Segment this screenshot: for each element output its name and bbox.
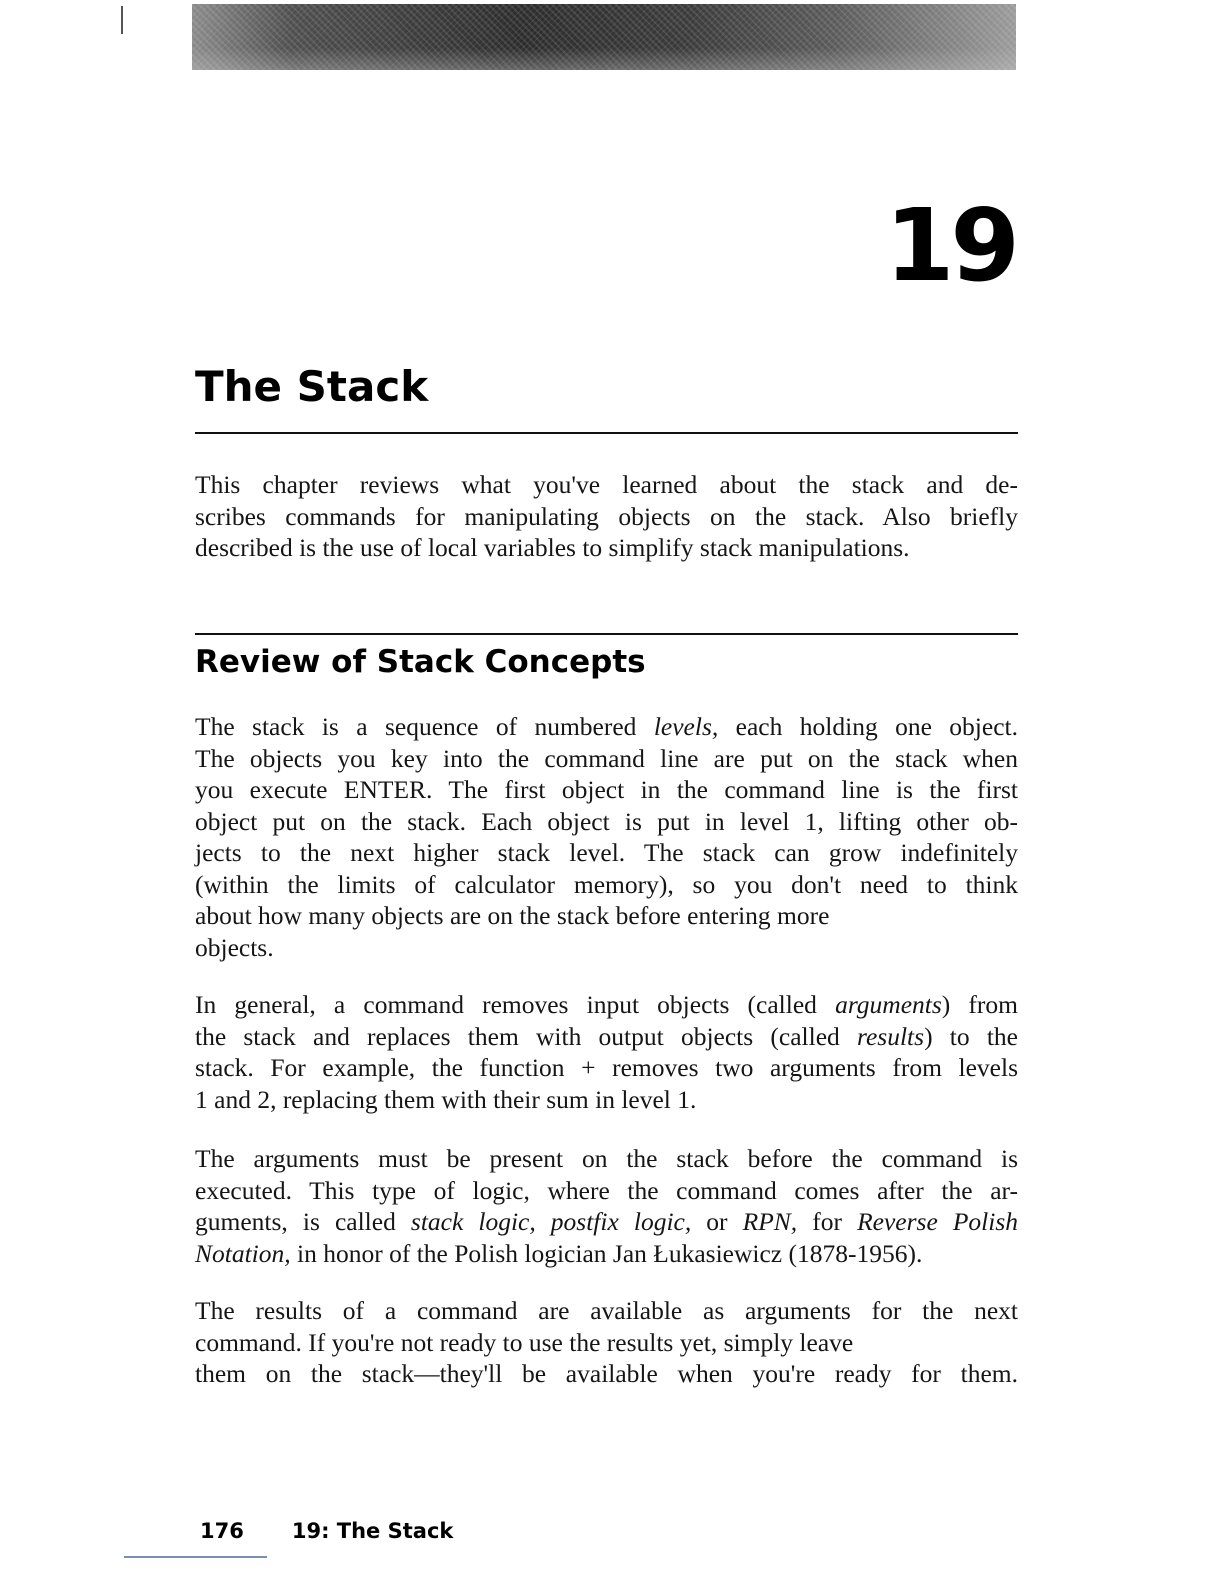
intro-line: scribes commands for manipulating objects on the stack. Also briefly: [195, 501, 1018, 531]
paragraph-rpn: [195, 1143, 1018, 1269]
text-line: you execute ENTER. The first object in the command line is the first: [195, 775, 1018, 804]
paragraph-arguments: [195, 989, 1018, 1115]
intro-line: This chapter reviews what you've learned about the stack and de-: [195, 470, 1018, 499]
term-results: results: [857, 1021, 925, 1051]
text-line: guments, is called stack logic, postfix logic, or RPN, for Reverse Polish: [195, 1207, 1019, 1236]
term-levels: levels,: [653, 712, 719, 741]
header-band: [192, 4, 1016, 70]
text-line: about how many objects are on the stack before entering more: [195, 901, 830, 930]
text-line: The objects you key into the command line are put on the stack when: [195, 743, 1018, 773]
chapter-title: The Stack: [195, 362, 429, 411]
text-line: them on the stack—they'll be available when you're ready for them.: [195, 1359, 1018, 1388]
section-heading: Review of Stack Concepts: [195, 644, 646, 680]
term-arguments: arguments: [835, 990, 942, 1019]
intro-paragraph: [195, 469, 1018, 564]
text-line: The stack is a sequence of numbered levels, each holding one object.: [195, 712, 1018, 741]
paragraph-results: [195, 1295, 1018, 1390]
text-line: objects.: [195, 932, 274, 962]
text-line: (within the limits of calculator memory), so you don't need to think: [195, 869, 1018, 899]
text-line: The results of a command are available as arguments for the next: [195, 1296, 1018, 1325]
term-notation: Notation,: [195, 1238, 291, 1268]
text-line: stack. For example, the function + removes two arguments from levels: [195, 1053, 1018, 1082]
text-line: executed. This type of logic, where the command comes after the ar-: [195, 1175, 1018, 1205]
term-rpn: RPN,: [742, 1207, 798, 1236]
text-line: The arguments must be present on the stack before the command is: [195, 1144, 1018, 1173]
text-line: In general, a command removes input objects (called arguments) from: [195, 990, 1018, 1019]
term-stack-logic: stack logic, postfix logic,: [410, 1207, 692, 1236]
text-line: command. If you're not ready to use the results yet, simply leave: [195, 1327, 854, 1357]
term-reverse-polish: Reverse Polish: [857, 1207, 1019, 1236]
title-divider: [195, 432, 1018, 434]
intro-line: described is the use of local variables to simplify stack manipulations.: [195, 533, 910, 562]
text-line: object put on the stack. Each object is put in level 1, lifting other ob-: [195, 806, 1018, 836]
text-line: jects to the next higher stack level. The stack can grow indefinitely: [195, 838, 1018, 867]
chapter-number: 19: [884, 187, 1016, 304]
section-divider: [195, 633, 1018, 635]
margin-mark: [121, 6, 123, 34]
footer-line: [124, 1556, 267, 1558]
text-line: 1 and 2, replacing them with their sum in level 1.: [195, 1084, 697, 1114]
text-line: Notation, in honor of the Polish logician Jan Łukasiewicz (1878-1956).: [195, 1238, 923, 1268]
page-footer: [200, 1519, 453, 1543]
paragraph-stack-levels: [195, 711, 1018, 963]
text-line: the stack and replaces them with output objects (called results) to the: [195, 1021, 1018, 1051]
page-number: 176: [200, 1519, 244, 1543]
running-title: 19: The Stack: [291, 1519, 454, 1543]
